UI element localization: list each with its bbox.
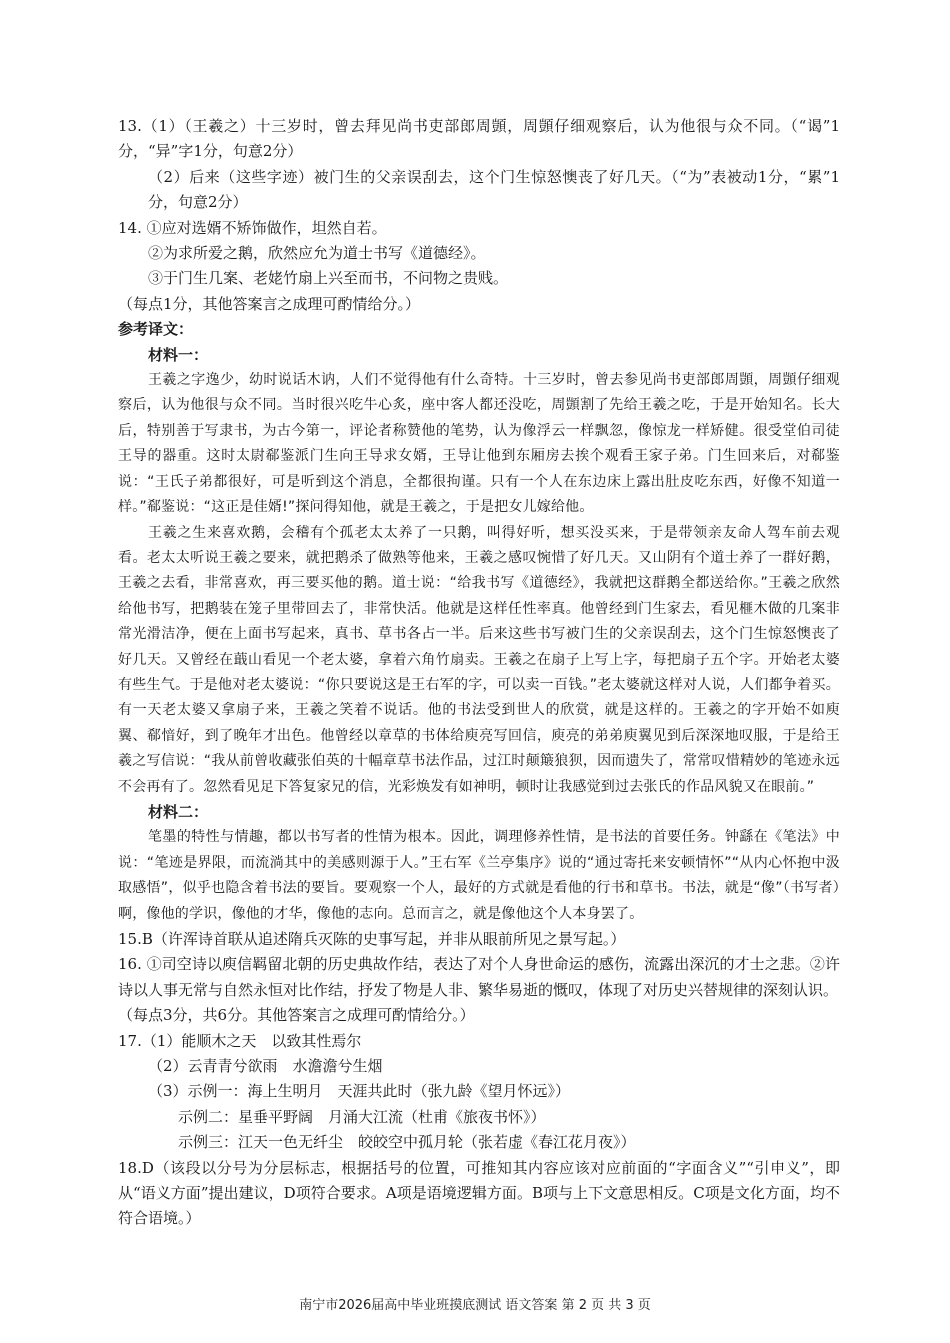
translation-heading: 参考译文： <box>118 320 194 339</box>
q14-item-2: ②为求所爱之鹅，欣然应允为道士书写《道德经》。 <box>148 244 486 263</box>
q17-line-3: （3）示例一：海上生明月 天涯共此时（张九龄《望月怀远》） <box>148 1082 571 1101</box>
q18-answer: 18.D（该段以分号为分层标志，根据括号的位置，可推知其内容应该对应前面的“字面含义”“引申义”，即从“语义方面”提出建议，D项符合要求。A项是语境逻辑方面。B项与上下文意思相反。C项是文化方面，均不符合语境。） <box>118 1158 840 1228</box>
material-1-title: 材料一： <box>148 345 209 364</box>
q14-item-1: 14. ①应对选婿不矫饰做作，坦然自若。 <box>118 218 387 237</box>
q17-line-1: 17.（1）能顺木之天 以致其性焉尔 <box>118 1031 362 1050</box>
q14-item-3: ③于门生几案、老姥竹扇上兴至而书，不问物之贵贱。 <box>148 269 509 288</box>
material-1-paragraph-1: 王羲之字逸少，幼时说话木讷，人们不觉得他有什么奇特。十三岁时，曾去参见尚书吏部郎周顗，周顗仔细观察后，认为他很与众不同。当时很兴吃牛心炙，座中客人都还没吃，周顗割了先给王羲之吃，于是开始知名。长大后，特别善于写隶书，为古今第一，评论者称赞他的笔势，认为像浮云一样飘忽，像惊龙一样矫健。很受堂伯司徒王导的器重。这时太尉郗鉴派门生向王导求女婿，王导让他到东厢房去挨个观看王家子弟。门生回来后，对郗鉴说：“王氏子弟都很好，可是听到这个消息，全都很拘谨。只有一个人在东边床上露出肚皮吃东西，好像不知道一样。”郗鉴说：“这正是佳婿!”探问得知他，就是王羲之，于是把女儿嫁给他。 <box>118 372 840 516</box>
q17-line-5: 示例三：江天一色无纤尘 皎皎空中孤月轮（张若虚《春江花月夜》） <box>178 1133 636 1152</box>
q17-line-4: 示例二：星垂平野阔 月涌大江流（杜甫《旅夜书怀》） <box>178 1107 546 1126</box>
q16-answer: 16. ①司空诗以庾信羁留北朝的历史典故作结，表达了对个人身世命运的感伤，流露出深沉的才士之悲。②许诗以人事无常与自然永恒对比作结，抒发了物是人非、繁华易逝的慨叹，体现了对历史兴替规律的深刻认识。 <box>118 955 840 999</box>
material-1-paragraph-2: 王羲之生来喜欢鹅，会稽有个孤老太太养了一只鹅，叫得好听，想买没买来，于是带领亲友命人驾车前去观看。老太太听说王羲之要来，就把鹅杀了做熟等他来，王羲之感叹惋惜了好几天。又山阴有个道士养了一群好鹅，王羲之去看，非常喜欢，再三要买他的鹅。道士说：“给我书写《道德经》，我就把这群鹅全都送给你。”王羲之欣然给他书写，把鹅装在笼子里带回去了，非常快活。他就是这样任性率真。他曾经到门生家去，看见榧木做的几案非常光滑洁净，便在上面书写起来，真书、草书各占一半。后来这些书写被门生的父亲误刮去，这个门生惊怒懊丧了好几天。又曾经在蕺山看见一个老太婆，拿着六角竹扇卖。王羲之在扇子上写上字，每把扇子五个字。开始老太婆有些生气。于是他对老太婆说：“你只要说这是王右军的字，可以卖一百钱。”老太婆就这样对人说，人们都争着买。有一天老太婆又拿扇子来，王羲之笑着不说话。他的书法受到世人的欣赏，就是这样的。王羲之的字开始不如庾翼、郗愔好，到了晚年才出色。他曾经以章草的书体给庾亮写回信，庾亮的弟弟庾翼见到后深深地叹服，于是给王羲之写信说：“我从前曾收藏张伯英的十幅章草书法作品，过江时颠簸狼狈，因而遗失了，常常叹惜精妙的笔迹永远不会再有了。忽然看见足下答复家兄的信，光彩焕发有如神明，顿时让我感觉到过去张氏的作品风貌又在眼前。” <box>118 524 840 795</box>
answer-content <box>118 114 840 1232</box>
q16-note: （每点3分，共6分。其他答案言之成理可酌情给分。） <box>118 1006 475 1025</box>
q14-note: （每点1分，其他答案言之成理可酌情给分。） <box>118 294 421 313</box>
material-2-title: 材料二： <box>148 802 209 821</box>
page-footer: 南宁市2026届高中毕业班摸底测试 语文答案 第 2 页 共 3 页 <box>299 1298 651 1313</box>
q17-line-2: （2）云青青兮欲雨 水澹澹兮生烟 <box>148 1057 383 1076</box>
material-2-paragraph: 笔墨的特性与情趣，都以书写者的性情为根本。因此，调理修养性情，是书法的首要任务。钟繇在《笔法》中说：“笔迹是界限，而流淌其中的美感则源于人。”王右军《兰亭集序》说的“通过寄托来安顿情怀”“从内心怀抱中汲取感悟”，似乎也隐含着书法的要旨。要观察一个人，最好的方式就是看他的行书和草书。书法，就是“像”（书写者）啊，像他的学识，像他的才华，像他的志向。总而言之，就是像他这个人本身罢了。 <box>118 829 840 922</box>
q13-answer-2: （2）后来（这些字迹）被门生的父亲误刮去，这个门生惊怒懊丧了好几天。（“为”表被动1分，“累”1分，句意2分） <box>148 167 840 212</box>
q15-answer: 15.B（许浑诗首联从追述隋兵灭陈的史事写起，并非从眼前所见之景写起。） <box>118 930 626 948</box>
q13-answer-1: 13.（1）（王羲之）十三岁时，曾去拜见尚书吏部郎周顗，周顗仔细观察后，认为他很与众不同。（“谒”1分，“异”字1分，句意2分） <box>118 117 840 161</box>
